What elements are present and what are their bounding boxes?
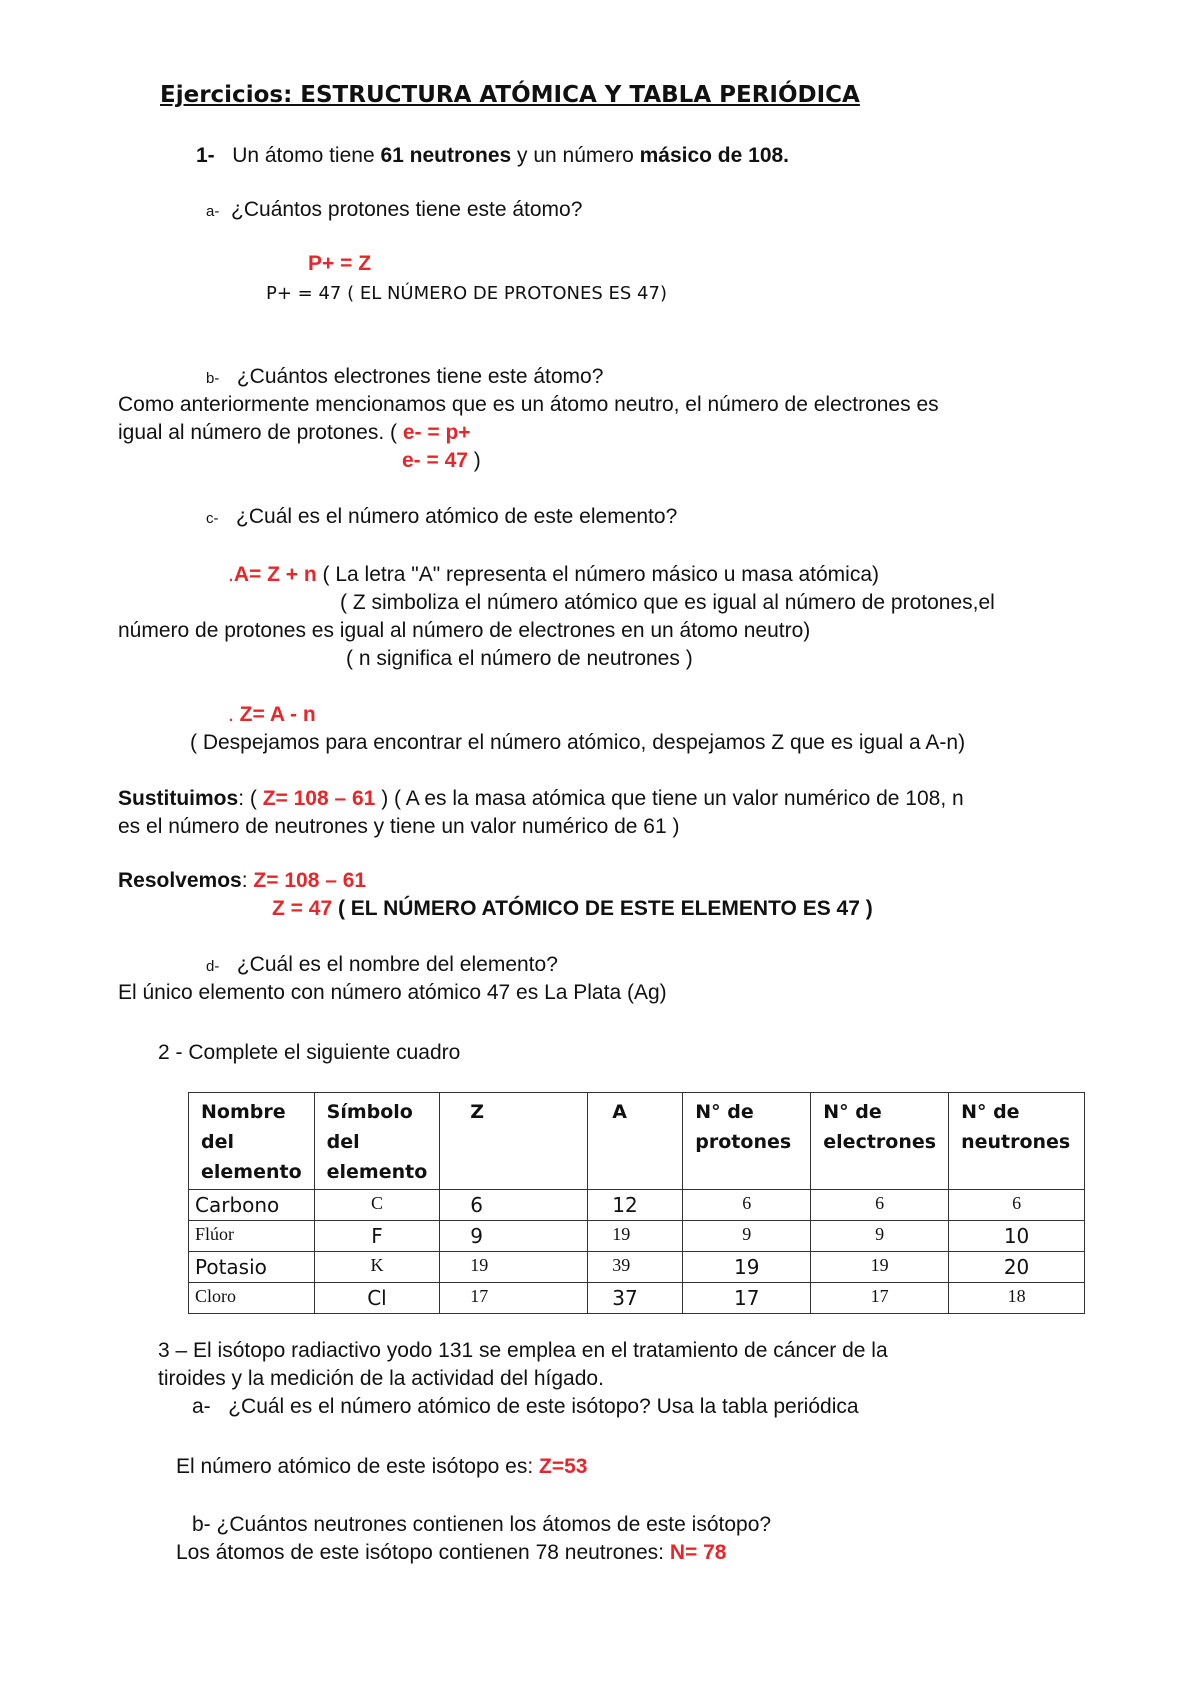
q2-label: 2 - xyxy=(158,1041,189,1064)
q1c-formula-1-red: A= Z + n xyxy=(233,563,317,586)
q3b-question xyxy=(192,1512,771,1538)
cell-a: 37 xyxy=(588,1283,683,1314)
q1c-z-line-1: ( Z simboliza el número atómico que es igual al número de protones,el xyxy=(340,591,995,614)
q3-line-2: tiroides y la medición de la actividad del hígado. xyxy=(158,1367,604,1390)
cell-neutrons: 18 xyxy=(949,1283,1085,1314)
header-z: Z xyxy=(440,1093,588,1190)
q1b-line-2-text: igual al número de protones. ( xyxy=(118,421,403,444)
q1c-substitute-2: es el número de neutrones y tiene un valor numérico de 61 ) xyxy=(118,815,680,838)
header-electrons: N° de electrones xyxy=(811,1093,949,1190)
page-title: Ejercicios: ESTRUCTURA ATÓMICA Y TABLA PERIÓDICA xyxy=(160,82,860,108)
q1c-n-line: ( n significa el número de neutrones ) xyxy=(346,647,693,670)
q1d-question-text: ¿Cuál es el nombre del elemento? xyxy=(236,953,558,976)
q2-text: Complete el siguiente cuadro xyxy=(188,1041,461,1064)
cell-z: 9 xyxy=(440,1221,588,1252)
cell-neutrons: 20 xyxy=(949,1252,1085,1283)
header-protons: N° de protones xyxy=(683,1093,811,1190)
q1a-label: a- xyxy=(206,203,220,220)
cell-electrons: 17 xyxy=(811,1283,949,1314)
q3-line-1: 3 – El isótopo radiactivo yodo 131 se emplea en el tratamiento de cáncer de la xyxy=(158,1339,888,1362)
q1c-substitute-colon: : ( xyxy=(238,787,263,810)
table-header-row xyxy=(189,1093,1085,1190)
cell-z: 17 xyxy=(440,1283,588,1314)
cell-electrons: 9 xyxy=(811,1221,949,1252)
header-element-name: Nombre del elemento xyxy=(189,1093,315,1190)
elements-table xyxy=(188,1092,1085,1314)
cell-z: 19 xyxy=(440,1252,588,1283)
cell-z: 6 xyxy=(440,1190,588,1221)
q1b-line-3-text: ) xyxy=(467,449,481,472)
cell-electrons: 19 xyxy=(811,1252,949,1283)
q1c-formula-1-text: ( La letra "A" representa el número másico u masa atómica) xyxy=(316,563,880,586)
q1b-line-2 xyxy=(118,420,471,446)
q1c-formula-2 xyxy=(228,702,316,728)
cell-name: Flúor xyxy=(189,1221,315,1252)
cell-symbol: K xyxy=(314,1252,440,1283)
q1c-formula-2-text: ( Despejamos para encontrar el número atómico, despejamos Z que es igual a A-n) xyxy=(190,731,966,754)
q1c-question-text: ¿Cuál es el número atómico de este elemento? xyxy=(236,505,678,528)
q1d-label: d- xyxy=(206,958,220,975)
q1c-formula-1 xyxy=(228,562,879,588)
cell-a: 19 xyxy=(588,1221,683,1252)
q1d-question xyxy=(206,952,558,980)
cell-name: Cloro xyxy=(189,1283,315,1314)
q1a-question xyxy=(206,197,582,225)
cell-symbol: F xyxy=(314,1221,440,1252)
q3a-answer xyxy=(176,1454,587,1480)
cell-a: 39 xyxy=(588,1252,683,1283)
q3a-answer-text: El número atómico de este isótopo es: xyxy=(176,1455,540,1478)
q1b-line-1: Como anteriormente mencionamos que es un átomo neutro, el número de electrones es xyxy=(118,393,939,416)
q3a-label: a- xyxy=(192,1395,211,1418)
q1c-z-line-2: número de protones es igual al número de electrones en un átomo neutro) xyxy=(118,619,811,642)
header-neutrons: N° de neutrones xyxy=(949,1093,1085,1190)
q1b-line-2-formula: e- = p+ xyxy=(402,421,471,444)
header-a: A xyxy=(588,1093,683,1190)
q3b-question-text: ¿Cuántos neutrones contienen los átomos de este isótopo? xyxy=(216,1513,772,1536)
q1c-formula-2-dot: . xyxy=(228,703,240,726)
cell-protons: 6 xyxy=(683,1190,811,1221)
q1c-resolve-result: ( EL NÚMERO ATÓMICO DE ESTE ELEMENTO ES 47 ) xyxy=(332,897,873,920)
q1b-line-3 xyxy=(402,448,481,474)
q1a-formula: P+ = Z xyxy=(308,252,372,275)
header-element-symbol: Símbolo del elemento xyxy=(314,1093,440,1190)
q1c-substitute-1 xyxy=(118,786,964,812)
q1c-question xyxy=(206,504,677,532)
cell-symbol: C xyxy=(314,1190,440,1221)
cell-protons: 9 xyxy=(683,1221,811,1252)
q3b-answer xyxy=(176,1540,726,1566)
table-row xyxy=(189,1190,1085,1221)
cell-electrons: 6 xyxy=(811,1190,949,1221)
q1d-answer: El único elemento con número atómico 47 es La Plata (Ag) xyxy=(118,981,667,1004)
table-row xyxy=(189,1283,1085,1314)
q1c-resolve-2 xyxy=(272,896,873,922)
q1c-substitute-formula: Z= 108 – 61 xyxy=(262,787,376,810)
q1c-resolve-label: Resolvemos xyxy=(118,869,242,892)
cell-protons: 17 xyxy=(683,1283,811,1314)
q3b-answer-text: Los átomos de este isótopo contienen 78 neutrones: xyxy=(176,1541,670,1564)
cell-neutrons: 10 xyxy=(949,1221,1085,1252)
q1a-answer: P+ = 47 ( EL NÚMERO DE PROTONES ES 47) xyxy=(266,283,667,304)
table-row xyxy=(189,1221,1085,1252)
q3b-answer-value: N= 78 xyxy=(669,1541,727,1564)
q1b-label: b- xyxy=(206,370,220,387)
q1c-label: c- xyxy=(206,510,219,527)
q1c-resolve-colon: : xyxy=(241,869,254,892)
cell-neutrons: 6 xyxy=(949,1190,1085,1221)
q1-text-1: Un átomo tiene xyxy=(232,144,381,167)
q1a-question-text: ¿Cuántos protones tiene este átomo? xyxy=(231,198,583,221)
q1-number: 1- xyxy=(196,144,215,167)
q1b-question-text: ¿Cuántos electrones tiene este átomo? xyxy=(236,365,604,388)
cell-symbol: Cl xyxy=(314,1283,440,1314)
table-row xyxy=(189,1252,1085,1283)
q1c-formula-2-red: Z= A - n xyxy=(239,703,316,726)
q1-statement xyxy=(196,143,789,169)
q1-text-2: y un número xyxy=(511,144,640,167)
q1b-question xyxy=(206,364,603,392)
q3a-answer-value: Z=53 xyxy=(539,1455,588,1478)
q1c-substitute-text-1: ) ( A es la masa atómica que tiene un valor numérico de 108, n xyxy=(375,787,964,810)
cell-a: 12 xyxy=(588,1190,683,1221)
q1c-resolve-formula-2: Z = 47 xyxy=(272,897,333,920)
q1-bold-1: 61 neutrones xyxy=(380,144,512,167)
q3a-question-text: ¿Cuál es el número atómico de este isótopo? Usa la tabla periódica xyxy=(228,1395,859,1418)
q1c-resolve-formula-1: Z= 108 – 61 xyxy=(253,869,367,892)
q1-bold-2: másico de 108. xyxy=(639,144,790,167)
q2-statement xyxy=(158,1040,460,1066)
cell-protons: 19 xyxy=(683,1252,811,1283)
q3b-label: b- xyxy=(192,1513,211,1536)
cell-name: Carbono xyxy=(189,1190,315,1221)
q1c-resolve-1 xyxy=(118,868,366,894)
q1b-line-3-formula: e- = 47 xyxy=(402,449,468,472)
cell-name: Potasio xyxy=(189,1252,315,1283)
q1c-substitute-label: Sustituimos xyxy=(118,787,239,810)
q3a-question xyxy=(192,1394,859,1420)
q1c-formula-1-dot: . xyxy=(228,563,234,586)
